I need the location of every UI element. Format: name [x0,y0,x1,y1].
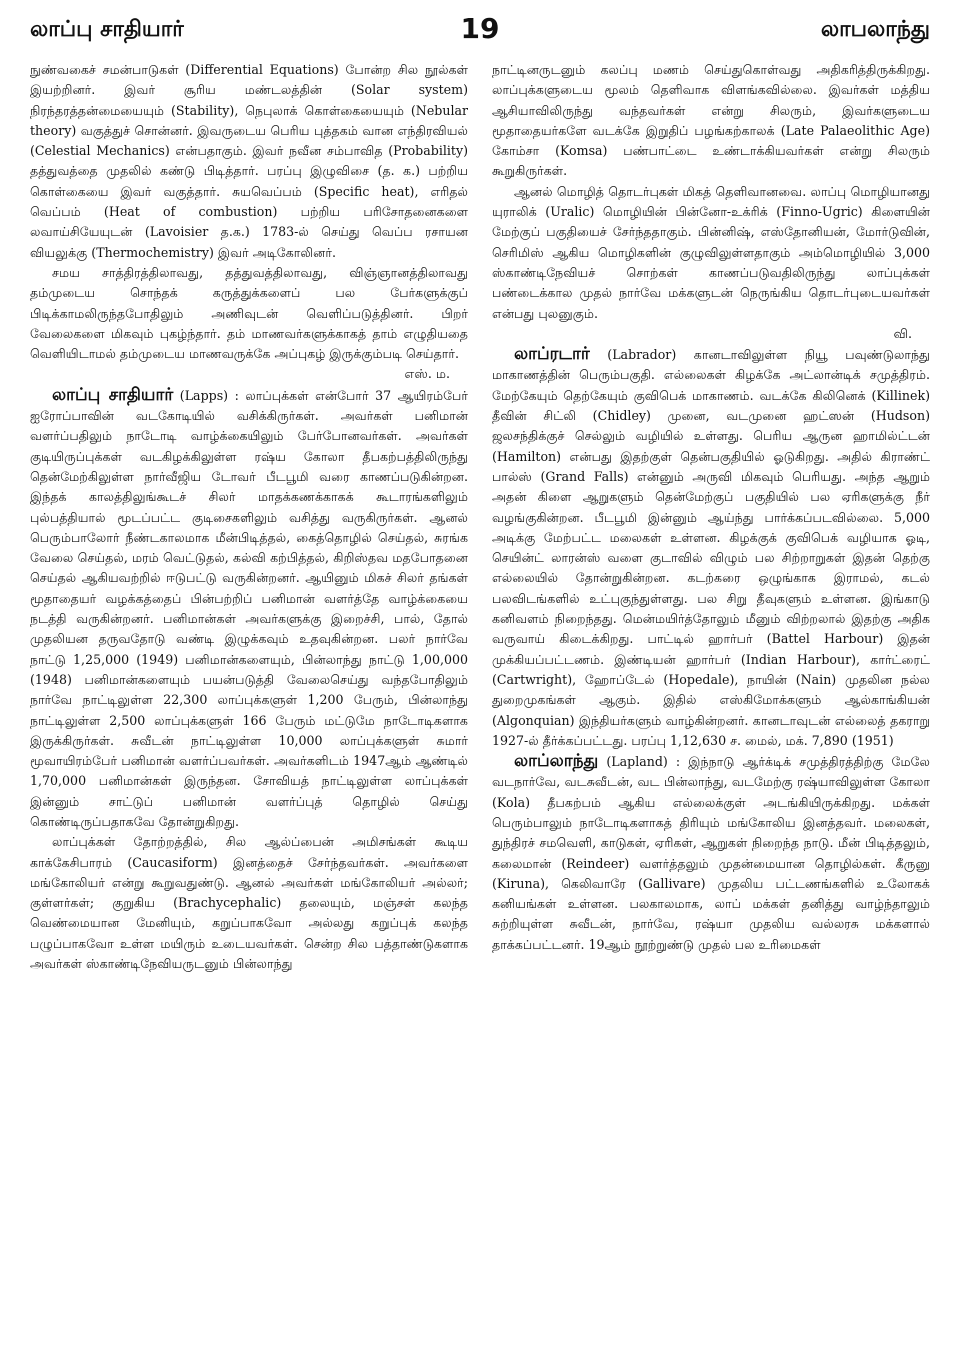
lapland-text: : இந்நாடு ஆர்க்டிக் சமுத்திரத்திற்கு மேலே வடநார்வே, வடசுவீடன், வட பின்லாந்து, வடமேற்கு ரஷ்யாவிலுள்ள கோலா (Kola) தீபகற்பம் ஆகிய எல்லைக்குள் அடங்கியிருக்கிறது. மக்கள் பெரும்பாலும் நாடோடிகளாகத் திரியும் மங்கோலிய இனத்தவர். மலைகள், துந்திரச் சமவெளி, காடுகள், ஏரிகள், ஆறுகள் நிறைந்த நாடு. மீன் பிடித்தலும், கலைமான் (Reindeer) வளர்த்தலும் முதன்மையான தொழில்கள். கீருனு (Kiruna), கெலிவாரே (Gallivare) முதலிய பட்டணங்களில் உலோகக் கனியங்கள் உள்ளன. பலகாலமாக, லாப் மக்கள் தனித்து வாழ்ந்தாலும் சுற்றியுள்ள சுவீடன், நார்வே, ரஷ்யா முதலிய வல்லரசு மக்களால் தாக்கப்பட்டனர். 19ஆம் நூற்றுண்டு முதல் பல உரிமைகள் [492,754,930,952]
labrador-entry-latin: (Labrador) [607,347,677,363]
lapps-entry-title: லாப்பு சாதியார் [52,384,174,405]
header-left-title: லாப்பு சாதியார் [30,16,184,42]
lapland-entry-latin: (Lapland) [606,754,668,770]
text-columns [30,60,930,1350]
lapps-paragraph-3 [492,182,930,344]
laplace-paragraph-1: நுண்வகைச் சமன்பாடுகள் (Differential Equations) போன்ற சில நூல்கள் இயற்றினர். இவர் சூரிய மண்டலத்தின் (Solar system) நிரந்தரத்தன்மையையும் (Stability), நெபுலாக் கொள்கையையும் (Nebular theory) வகுத்துச் சொன்னர். இவருடைய பெரிய புத்தகம் வான எந்திரவியல் (Celestial Mechanics) என்பதாகும். இவர் நவீன சம்பாவித (Probability) தத்துவத்தை முதலில் கண்டு பிடித்தார். பரப்பு இழுவிசை (த. க.) பற்றிய கொள்கையை இவர் வகுத்தார். சுயவெப்பம் (Specific heat), எரிதல் வெப்பம் (Heat of combustion) பற்றிய பரிசோதனைகளை லவாய்சியேயுடன் (Lavoisier த.க.) 1783-ல் செய்து வெப்ப ரசாயன வியலுக்கு (Thermochemistry) இவர் அடிகோலினர். [30,62,468,260]
labrador-entry-title: லாப்ரடார் [514,344,590,365]
labrador-entry [492,344,930,751]
lapland-entry-title: லாப்லாந்து [514,751,599,772]
page-header [30,8,930,58]
lapps-continuation: நாட்டினருடனும் கலப்பு மணம் செய்துகொள்வது அதிகரித்திருக்கிறது. லாப்புக்களுடைய மூலம் தெளிவாக விளங்கவில்லை. இவர்கள் மத்திய ஆசியாவிலிருந்து வந்தவர்கள் என்று சிலரும், இவர்களுடைய மூதாதையர்களே வடக்கே இறுதிப் பழங்கற்காலக் (Late Palaeolithic Age) கோம்சா (Komsa) பண்பாட்டை உண்டாக்கியவர்கள் என்று சிலரும் கூறுகிருர்கள். [492,62,930,179]
lapland-entry [492,751,930,955]
page-number: 19 [460,12,500,45]
laplace-author-signature: எஸ். ம. [404,366,450,382]
lapps-entry [30,385,468,833]
lapps-paragraph-2: லாப்புக்கள் தோற்றத்தில், சில ஆல்ப்பைன் அமிசங்கள் கூடிய காக்கேசிபாரம் (Caucasiform) இனத்தைச் சேர்ந்தவர்கள். அவர்களை மங்கோலியர் என்று கூறுவதுண்டு. ஆனல் அவர்கள் மங்கோலியர் அல்லர்; குள்ளர்கள்; குறுகிய (Brachycephalic) தலையும், மஞ்சள் கலந்த வெண்மையான மேனியும், கறுப்பாகவோ அல்லது கறுப்புக் கலந்த பழுப்பாகவோ உள்ள மயிரும் உடையவர்கள். சென்ற சில பத்தாண்டுகளாக அவர்கள் ஸ்காண்டிநேவியருடனும் பின்லாந்து [30,834,468,972]
lapps-paragraph-1: : லாப்புக்கள் என்போர் 37 ஆயிரம்பேர் ஐரோப்பாவின் வடகோடியில் வசிக்கிருர்கள். அவர்கள் பனிமான் வளர்ப்பதிலும் நாடோடி வாழ்க்கையிலும் பேர்போனவர்கள். அவர்கள் குடியிருப்புக்கள் வடகிழக்கிலுள்ள ரஷ்ய கோலா தீபகற்பத்திலிருந்து தென்மேற்கிலுள்ள நார்வீஜிய டோவர் பீடபூமி வரை காணப்படுகின்றன. இந்தக் காலத்திலுங்கூடச் சிலர் மாதக்கணக்காகக் கூடாரங்களிலும் புல்பத்தியால் மூடப்பட்ட குடிசைகளிலும் வசித்து வருகிருர்கள். ஆனல் பெரும்பாலோர் நீண்டகாலமாக மீன்பிடித்தல், கைத்தொழில் செய்தல், சுரங்க வேலை செய்தல், மரம் வெட்டுதல், கல்வி கற்பித்தல், கிறிஸ்தவ மதபோதனை செய்தல் ஆகியவற்றில் ஈடுபட்டு வருகின்றனர். ஆயினும் மிகச் சிலர் தங்கள் மூதாதையர் வழக்கத்தைப் பின்பற்றிப் பனிமான் வளர்த்தே வாழ்க்கையை நடத்தி வருகின்றனர். பனிமான்கள் அவர்களுக்கு இறைச்சி, பால், தோல் முதலியன தருவதோடு வண்டி இழுக்கவும் உதவுகின்றன. பலர் நார்வே நாட்டு 1,25,000 (1949) பனிமான்களையும், பின்லாந்து நாட்டு 1,00,000 (1948) பனிமான்களையும் பயன்படுத்தி வேலைசெய்து வந்தபோதிலும் நார்வே நாட்டிலுள்ள 22,300 லாப்புக்களுள் 1,200 பேரும், பின்லாந்து நாட்டிலுள்ள 2,500 லாப்புக்களுள் 166 பேரும் மட்டுமே நாடோடிகளாக இருக்கிருர்கள். சுவீடன் நாட்டிலுள்ள 10,000 லாப்புக்களுள் சுமார் மூவாயிரம்பேர் பனிமான் வளர்ப்பவர்கள். அவர்களிடம் 1947ஆம் ஆண்டில் 1,70,000 பனிமான்கள் இருந்தன. சோவியத் நாட்டிலுள்ள லாப்புக்கள் இன்னும் சாட்டுப் பனிமான் வளர்ப்புத் தொழில் செய்து கொண்டிருப்பதாகவே தோன்றுகிறது. [30,387,468,829]
lapps-author-signature: வி. [893,325,912,341]
labrador-text: கானடாவிலுள்ள நியூ பவுண்டுலாந்து மாகாணத்தின் பெரும்பகுதி. எல்லைகள் கிழக்கே அட்லான்டிக் சமுத்திரம். மேற்கேயும் தெற்கேயும் குவிபெக் மாகாணம். வடக்கே கிலினெக் (Killinek) தீவின் சிட்லி (Chidley) முனை, வடமுனை ஹட்ஸன் (Hudson) ஜலசந்திக்குச் செல்லும் வழியில் உள்ளது. பெரிய ஆருன ஹாமில்ட்டன் (Hamilton) என்பது இதற்குள் தென்பகுதியில் ஓடுகிறது. அதில் கிராண்ட் பால்ஸ் (Grand Falls) என்னும் அருவி மிகவும் பெரியது. அந்த ஆறும் அதன் கிளை ஆறுகளும் தென்மேற்குப் பகுதியில் பல ஏரிகளுக்கு நீர் வழங்குகின்றன. பீடபூமி இன்னும் ஆய்ந்து பார்க்கப்படவில்லை. 5,000 அடிக்கு மேற்பட்ட மலைகள் உள்ளன. கிழக்குக் குவிபெக் வழியாக ஓடி, செயின்ட் லாரன்ஸ் வளை குடாவில் விழும் பல சிற்றாறுகள் இதன் தெற்கு எல்லையில் தோன்றுகின்றன. கடற்கரை ஒழுங்காக இராமல், கடல் பலவிடங்களில் உட்புகுந்துள்ளது. பல சிறு தீவுகளும் உள்ளன. இங்காடு கனிவளம் நிறைந்தது. மென்மயிர்த்தோலும் மீனும் விற்றலால் இதற்கு அதிக வருவாய் கிடைக்கிறது. பாட்டில் ஹார்பர் (Battel Harbour) இதன் முக்கியப்பட்டணம். இண்டியன் ஹார்பர் (Indian Harbour), கார்ட்ரைட் (Cartwright), ஹோப்டேல் (Hopedale), நாயின் (Nain) முதலின நல்ல துறைமுகங்கள் ஆகும். இதில் எஸ்கிமோக்களும் ஆல்காங்கியன் (Algonquian) இந்தியர்களும் வாழ்கின்றனர். கானடாவுடன் எல்லைத் தகராறு 1927-ல் தீர்க்கப்பட்டது. பரப்பு 1,12,630 ச. மைல், மக். 7,890 (1951) [492,347,930,748]
laplace-paragraph-2-text: சமய சாத்திரத்திலாவது, தத்துவத்திலாவது, விஞ்ஞானத்திலாவது தம்முடைய சொந்தக் கருத்துக்களைப் பல பேர்களுக்குப் பிடிக்காமலிருந்தபோதிலும் அணிவுடன் வெளிப்படுத்தினர். பிறர் வேலைகளை மிகவும் புகழ்ந்தார். தம் மாணவர்களுக்காகத் தாம் எழுதியதை வெளியிடாமல் தம்முடைய மாணவருக்கே அப்புகழ் இருக்கும்படி செய்தார். [30,264,468,362]
lapps-paragraph-3-text: ஆனல் மொழித் தொடர்புகள் மிகத் தெளிவானவை. லாப்பு மொழியானது யுராலிக் (Uralic) மொழியின் பின்னோ-உக்ரிக் (Finno-Ugric) கிளையின் மேற்குப் பகுதியைச் சேர்ந்ததாகும். பின்னிஷ், எஸ்தோனியன், மோர்டுவின், செரிமிஸ் ஆகிய மொழிகளின் குழுவிலுள்ளதாகும் அம்மொழியில் 3,000 ஸ்காண்டிநேவியச் சொற்கள் காணப்படுவதிலிருந்து லாப்புக்கள் பண்டைக்கால முதல் நார்வே மக்களுடன் நெருங்கிய தொடர்புடையவர்கள் என்பது புலனுகும். [492,183,930,321]
header-right-title: லாபலாந்து [820,16,930,42]
laplace-paragraph-2 [30,263,468,385]
left-column [30,60,468,1350]
lapps-entry-latin: (Lapps) [179,387,229,403]
right-column [492,60,930,1350]
